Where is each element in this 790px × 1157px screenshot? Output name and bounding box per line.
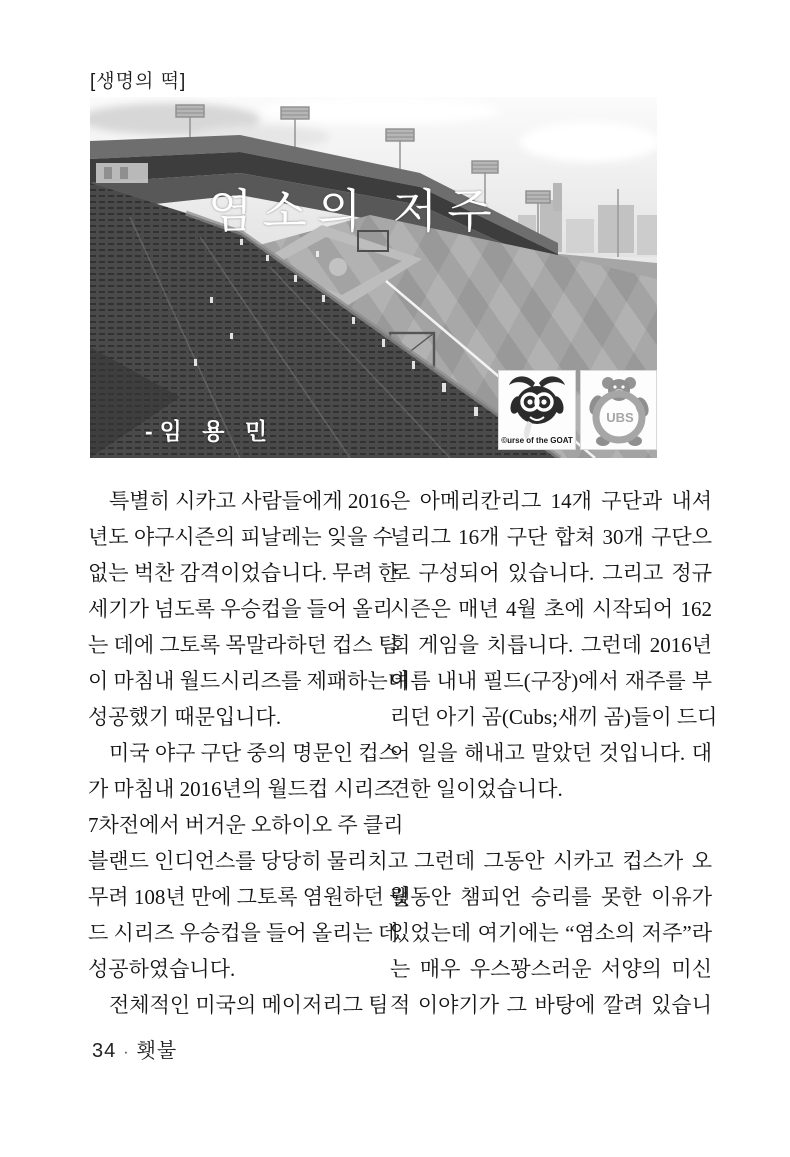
curse-of-goat-logo [499,371,575,449]
article-line: 적 이야기가 그 바탕에 깔려 있습니 [390,993,712,1017]
article-line: 랫동안 챔피언 승리를 못한 이유가 [390,885,712,909]
article-title: 염소의 저주 [208,186,502,237]
article-line: 는 데에 그토록 목말라하던 컵스 팀 [88,633,399,657]
article-line: 어 일을 해내고 말았던 것입니다. 대 [390,741,712,765]
cubs-logo [581,371,656,449]
article-line: 리던 아기 곰(Cubs;새끼 곰)들이 드디 [390,705,718,729]
article-line: 이 마침내 월드시리즈를 제패하는데 [88,669,409,693]
page-number: 34 [92,1040,117,1062]
article-line: 널리그 16개 구단 합쳐 30개 구단으 [390,525,712,549]
article-line: 회 게임을 치릅니다. 그런데 2016년 [390,633,712,657]
article-line: 은 아메리칸리그 14개 구단과 내셔 [390,489,712,513]
article-line: 가 마침내 2016년의 월드컵 시리즈 [88,777,395,801]
article-line: 전체적인 미국의 메이저리그 팀 [88,993,389,1017]
article-line: 드 시리즈 우승컵을 들어 올리는 데 [88,921,399,945]
article-column-left [88,483,410,1023]
article-line: 미국 야구 구단 중의 명문인 컵스 [88,741,399,765]
article-line: 무려 108년 만에 그토록 염원하던 월 [88,885,410,909]
article-line: 없는 벅찬 감격이었습니다. 무려 한 [88,561,399,585]
article-line: 시즌은 매년 4월 초에 시작되어 162 [390,597,712,621]
article-line: 여름 내내 필드(구장)에서 재주를 부 [390,669,712,693]
section-label: [생명의 떡] [90,71,187,92]
article-line: 그런데 그동안 시카고 컵스가 오 [390,849,712,873]
article-byline: -임 용 민 [145,418,275,444]
cubs-logo-text: UBS [606,410,634,425]
article-line [390,807,712,843]
article-line: 는 매우 우스꽝스러운 서양의 미신 [390,957,712,981]
article-line: 견한 일이었습니다. [390,777,563,801]
article-line: 7차전에서 버거운 오하이오 주 클리 [88,813,404,837]
cubs-bear-icon [581,371,656,449]
footer-separator: · [123,1044,130,1061]
article-line: 년도 야구시즌의 피날레는 잊을 수 [88,525,394,549]
article-line: 있었는데 여기에는 “염소의 저주”라 [390,921,712,945]
article-column-right [390,483,718,1023]
goat-icon [499,371,575,449]
article-line: 세기가 넘도록 우승컵을 들어 올리 [88,597,394,621]
article-line: 성공하였습니다. [88,957,236,981]
article-line: 성공했기 때문입니다. [88,705,282,729]
magazine-title: 횃불 [136,1040,178,1062]
article-line: 블랜드 인디언스를 당당히 물리치고 [88,849,409,873]
article-line: 특별히 시카고 사람들에게 2016 [88,489,390,513]
goat-logo-caption: ©urse of the GOAT [501,436,573,445]
stadium-photo [90,97,657,458]
page-footer [92,1034,177,1063]
article-line: 로 구성되어 있습니다. 그리고 정규 [390,561,712,585]
